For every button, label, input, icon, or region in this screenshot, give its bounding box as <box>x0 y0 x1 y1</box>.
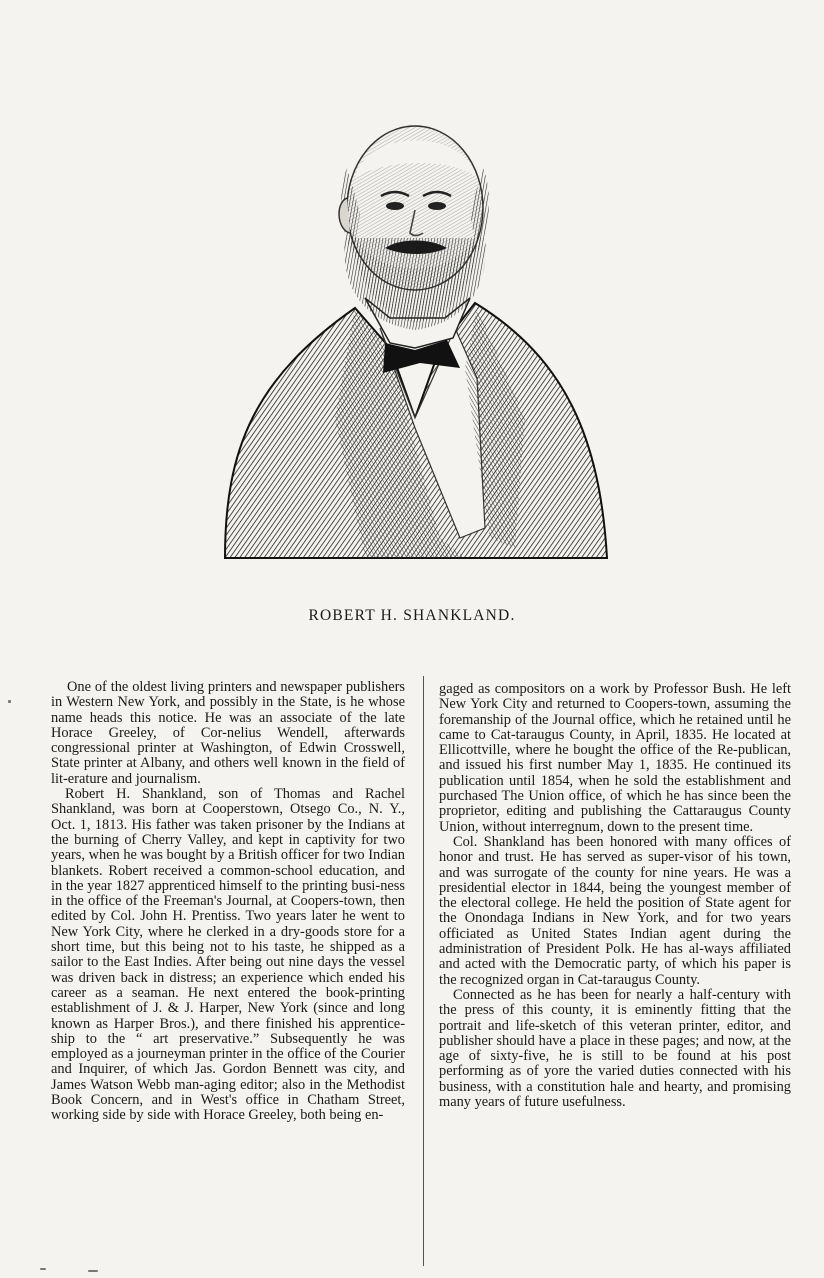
scan-speck <box>40 1268 46 1270</box>
paragraph: Col. Shankland has been honored with many offices of honor and trust. He has served as super-visor of his town, and was surrogate of the county for nine years. He was a presidential elector in 1844, being the youngest member of the electoral college. He held the position of State agent for the Onondaga Indians in New York, and for two years officiated as United States Indian agent during the administration of President Polk. He has al-ways affiliated and acted with the Democratic party, of which his paper is the recognized organ in Cat-taraugus County. <box>439 833 791 988</box>
portrait-engraving <box>215 118 615 566</box>
scan-speck <box>8 700 11 703</box>
paragraph: gaged as compositors on a work by Professor Bush. He left New York City and returned to Coopers-town, assuming the foremanship of the Journal office, which he retained until he came to Cat-taraugus County, in April, 1835. He located at Ellicottville, where he bought the office of the Re-publican, and issued his first number May 1, 1835. He continued its publication until 1854, when he sold the establishment and purchased The Union office, of which he has since been the proprietor, editing and publishing the Cattaraugus County Union, without interregnum, down to the present time. <box>439 681 791 835</box>
left-column <box>51 680 405 1124</box>
paragraph: Robert H. Shankland, son of Thomas and Rachel Shankland, was born at Cooperstown, Otsego Co., N. Y., Oct. 1, 1813. His father was taken prisoner by the Indians at the burning of Cherry Valley, and kept in captivity for two years, when he was bought by a British officer for two Indian blankets. Robert received a common-school education, and in the year 1827 apprenticed himself to the printing busi-ness in the office of the Freeman's Journal, at Coopers-town, then edited by Col. John H. Prentiss. Two years later he went to New York City, where he clerked in a dry-goods store for a short time, but this being not to his taste, he shipped as a sailor to the East Indies. After being out nine days the vessel was driven back in distress; an experience which ended his career as a seaman. He next entered the book-printing establishment of J. & J. Harper, New York (since and long known as Harper Bros.), and there finished his apprentice-ship to the “ art preservative.” Subsequently he was employed as a journeyman printer in the office of the Courier and Inquirer, of which Jas. Gordon Bennett was city, and James Watson Webb man-aging editor; also in the Methodist Book Concern, and in West's office in Chatham Street, working side by side with Horace Greeley, both being en- <box>51 786 405 1124</box>
paragraph: One of the oldest living printers and newspaper publishers in Western New York, and possibly in the State, is he whose name heads this notice. He was an associate of the late Horace Greeley, of Cor-nelius Wendell, afterwards congressional printer at Washington, of Edwin Crosswell, State printer at Albany, and others well known in the field of lit-erature and journalism. <box>51 679 405 787</box>
column-divider <box>423 676 424 1266</box>
engraved-portrait-icon <box>215 118 615 566</box>
paragraph: Connected as he has been for nearly a half-century with the press of this county, it is eminently fitting that the portrait and life-sketch of this veteran printer, editor, and publisher should have a place in these pages; and now, at the age of sixty-five, he is still to be found at his post performing as of yore the varied duties connected with his business, with a constitution hale and hearty, and promising many years of future usefulness. <box>439 986 791 1111</box>
right-column <box>439 682 791 1110</box>
scan-speck <box>88 1270 98 1272</box>
portrait-caption: ROBERT H. SHANKLAND. <box>308 607 516 624</box>
